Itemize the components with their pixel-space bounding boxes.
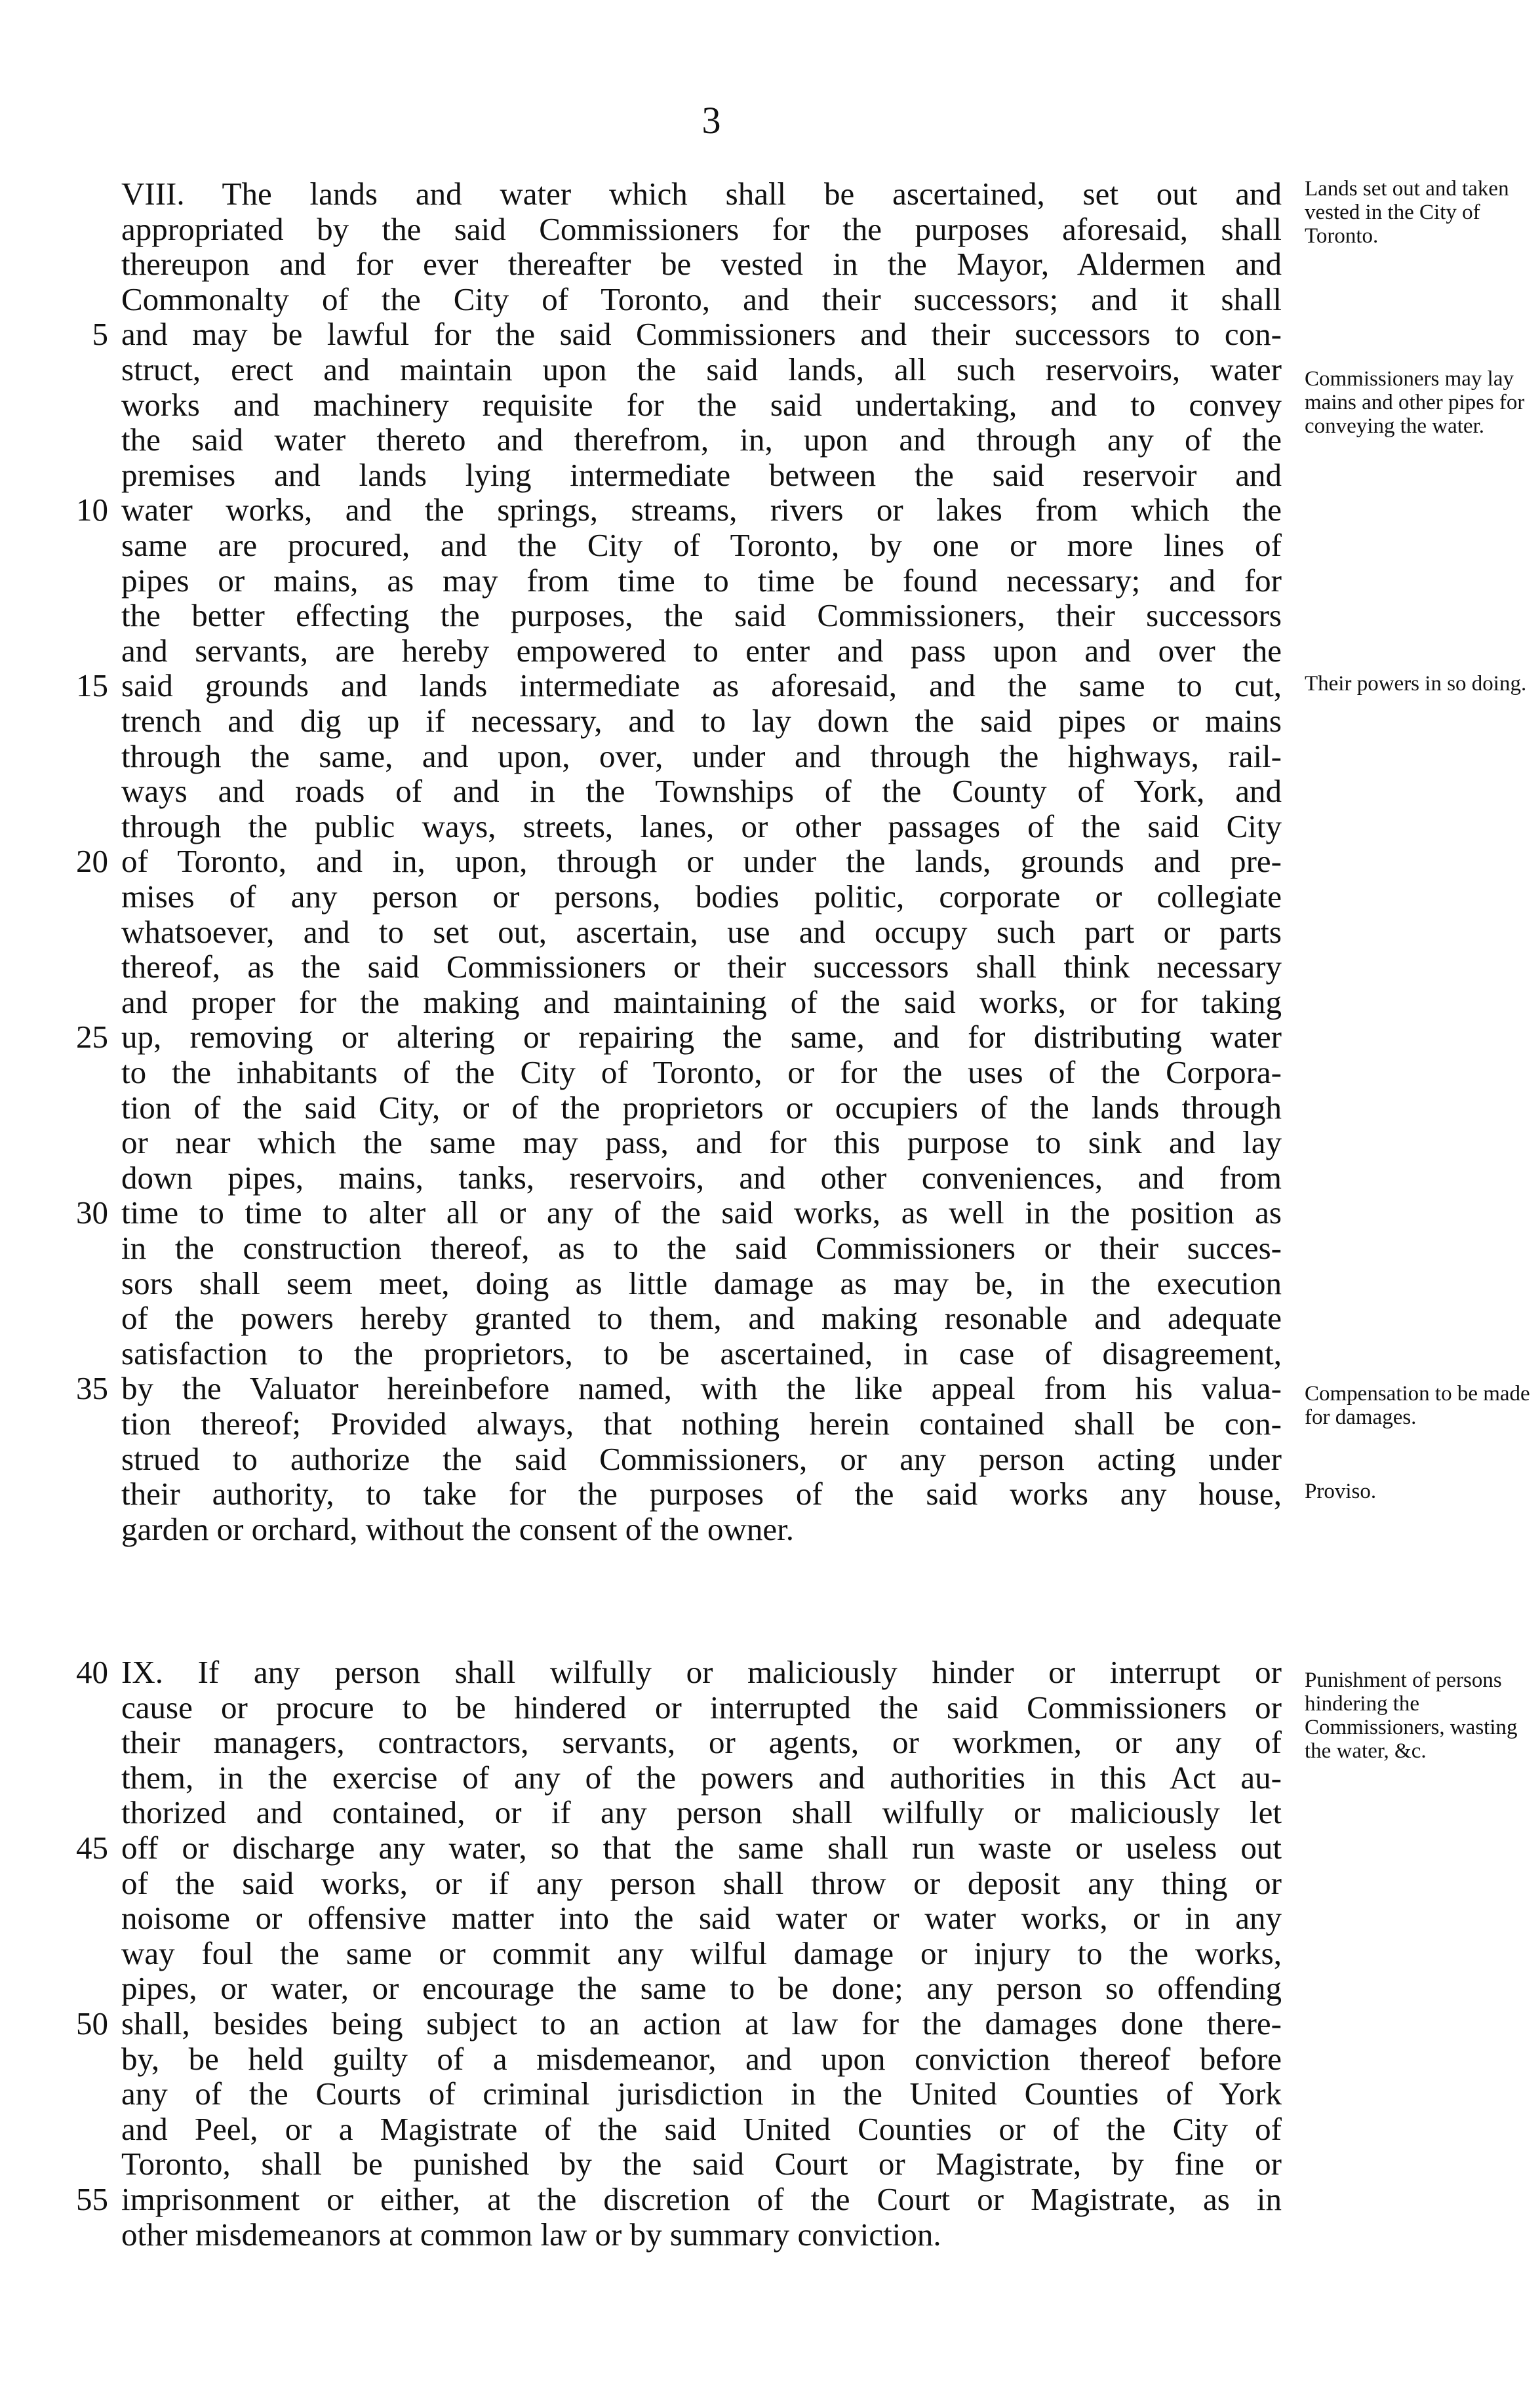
margin-note: Punishment of persons hindering the Commissioners, wasting the water, &c. — [1305, 1668, 1518, 1763]
body-line: sors shall seem meet, doing as little damage as may be, in the execution — [121, 1265, 1282, 1301]
body-line: to the inhabitants of the City of Toronto, or for the uses of the Corpora- — [121, 1054, 1282, 1090]
line-number: 45 — [76, 1830, 108, 1866]
body-line: by, be held guilty of a misdemeanor, and upon conviction thereof before — [121, 2040, 1282, 2077]
line-number: 30 — [76, 1194, 108, 1231]
line-number: 15 — [76, 667, 108, 704]
margin-note: Proviso. — [1305, 1480, 1377, 1503]
body-line: of the powers hereby granted to them, and making resonable and adequate — [121, 1300, 1282, 1337]
body-line: Commonalty of the City of Toronto, and their successors; and it shall — [121, 281, 1282, 317]
body-line: way foul the same or commit any wilful damage or injury to the works, — [121, 1935, 1282, 1971]
body-line: other misdemeanors at common law or by summary conviction. — [121, 2216, 941, 2253]
body-line: or near which the same may pass, and for this purpose to sink and lay — [121, 1124, 1282, 1161]
body-line: off or discharge any water, so that the same shall run waste or useless out — [121, 1830, 1282, 1866]
body-line: them, in the exercise of any of the powers and authorities in this Act au- — [121, 1759, 1282, 1796]
line-number: 35 — [76, 1370, 108, 1407]
line-number: 5 — [92, 316, 108, 353]
body-line: water works, and the springs, streams, rivers or lakes from which the — [121, 492, 1282, 528]
body-line: whatsoever, and to set out, ascertain, use and occupy such part or parts — [121, 913, 1282, 950]
body-line: shall, besides being subject to an action at law for the damages done there- — [121, 2005, 1282, 2041]
body-line: thereupon and for ever thereafter be vested in the Mayor, Aldermen and — [121, 246, 1282, 283]
margin-note: Compensation to be made for damages. — [1305, 1382, 1530, 1429]
margin-note: Lands set out and taken vested in the City of Toronto. — [1305, 177, 1509, 248]
line-number: 40 — [76, 1654, 108, 1690]
body-line: premises and lands lying intermediate between the said reservoir and — [121, 456, 1282, 493]
body-line: and proper for the making and maintaining of the said works, or for taking — [121, 983, 1282, 1020]
body-line: the said water thereto and therefrom, in, upon and through any of the — [121, 422, 1282, 458]
body-line: pipes or mains, as may from time to time be found necessary; and for — [121, 562, 1282, 599]
page-number: 3 — [701, 99, 721, 142]
body-line: struct, erect and maintain upon the said lands, all such reservoirs, water — [121, 351, 1282, 387]
body-line: noisome or offensive matter into the said water or water works, or in any — [121, 1900, 1282, 1937]
body-line: and may be lawful for the said Commissioners and their successors to con- — [121, 316, 1282, 353]
margin-note: Their powers in so doing. — [1305, 672, 1527, 696]
body-line: strued to authorize the said Commissioners, or any person acting under — [121, 1440, 1282, 1477]
body-line: thorized and contained, or if any person shall wilfully or maliciously let — [121, 1794, 1282, 1831]
body-line: tion of the said City, or of the proprietors or occupiers of the lands through — [121, 1089, 1282, 1126]
body-line: and Peel, or a Magistrate of the said United Counties or of the City of — [121, 2110, 1282, 2147]
line-number: 25 — [76, 1019, 108, 1055]
body-line: same are procured, and the City of Toronto, by one or more lines of — [121, 527, 1282, 563]
body-line: trench and dig up if necessary, and to lay down the said pipes or mains — [121, 703, 1282, 739]
body-line: time to time to alter all or any of the said works, as well in the position as — [121, 1194, 1282, 1231]
body-line: down pipes, mains, tanks, reservoirs, and other conveniences, and from — [121, 1159, 1282, 1196]
body-line: pipes, or water, or encourage the same to be done; any person so offending — [121, 1970, 1282, 2007]
body-line: up, removing or altering or repairing the same, and for distributing water — [121, 1019, 1282, 1055]
body-line: works and machinery requisite for the said undertaking, and to convey — [121, 386, 1282, 423]
body-line: their managers, contractors, servants, or agents, or workmen, or any of — [121, 1724, 1282, 1761]
body-line: Toronto, shall be punished by the said Court or Magistrate, by fine or — [121, 2146, 1282, 2182]
body-line: mises of any person or persons, bodies politic, corporate or collegiate — [121, 878, 1282, 915]
body-line: ways and roads of and in the Townships of the County of York, and — [121, 773, 1282, 810]
body-line: through the same, and upon, over, under and through the highways, rail- — [121, 738, 1282, 774]
body-line: cause or procure to be hindered or interrupted the said Commissioners or — [121, 1689, 1282, 1725]
body-line: said grounds and lands intermediate as aforesaid, and the same to cut, — [121, 667, 1282, 704]
body-line: their authority, to take for the purposes of the said works any house, — [121, 1476, 1282, 1512]
line-number: 50 — [76, 2005, 108, 2041]
body-line: by the Valuator hereinbefore named, with the like appeal from his valua- — [121, 1370, 1282, 1407]
body-line: garden or orchard, without the consent of the owner. — [121, 1510, 794, 1547]
body-line: through the public ways, streets, lanes, or other passages of the said City — [121, 808, 1282, 844]
body-line: the better effecting the purposes, the said Commissioners, their successors — [121, 597, 1282, 634]
line-number: 55 — [76, 2181, 108, 2217]
body-line: of the said works, or if any person shall throw or deposit any thing or — [121, 1864, 1282, 1901]
body-line: any of the Courts of criminal jurisdiction in the United Counties of York — [121, 2076, 1282, 2112]
body-line: imprisonment or either, at the discretion of the Court or Magistrate, as in — [121, 2181, 1282, 2217]
body-line: thereof, as the said Commissioners or their successors shall think necessary — [121, 949, 1282, 985]
body-line: and servants, are hereby empowered to enter and pass upon and over the — [121, 632, 1282, 669]
margin-note: Commissioners may lay mains and other pipes for conveying the water. — [1305, 367, 1525, 438]
body-line: tion thereof; Provided always, that nothing herein contained shall be con- — [121, 1406, 1282, 1442]
body-line: appropriated by the said Commissioners for the purposes aforesaid, shall — [121, 210, 1282, 247]
body-line: VIII. The lands and water which shall be ascertained, set out and — [121, 176, 1282, 212]
body-line: IX. If any person shall wilfully or maliciously hinder or interrupt or — [121, 1654, 1282, 1690]
line-number: 10 — [76, 492, 108, 528]
line-number: 20 — [76, 843, 108, 880]
body-line: of Toronto, and in, upon, through or under the lands, grounds and pre- — [121, 843, 1282, 880]
body-line: in the construction thereof, as to the said Commissioners or their succes- — [121, 1230, 1282, 1266]
body-line: satisfaction to the proprietors, to be ascertained, in case of disagreement, — [121, 1335, 1282, 1371]
